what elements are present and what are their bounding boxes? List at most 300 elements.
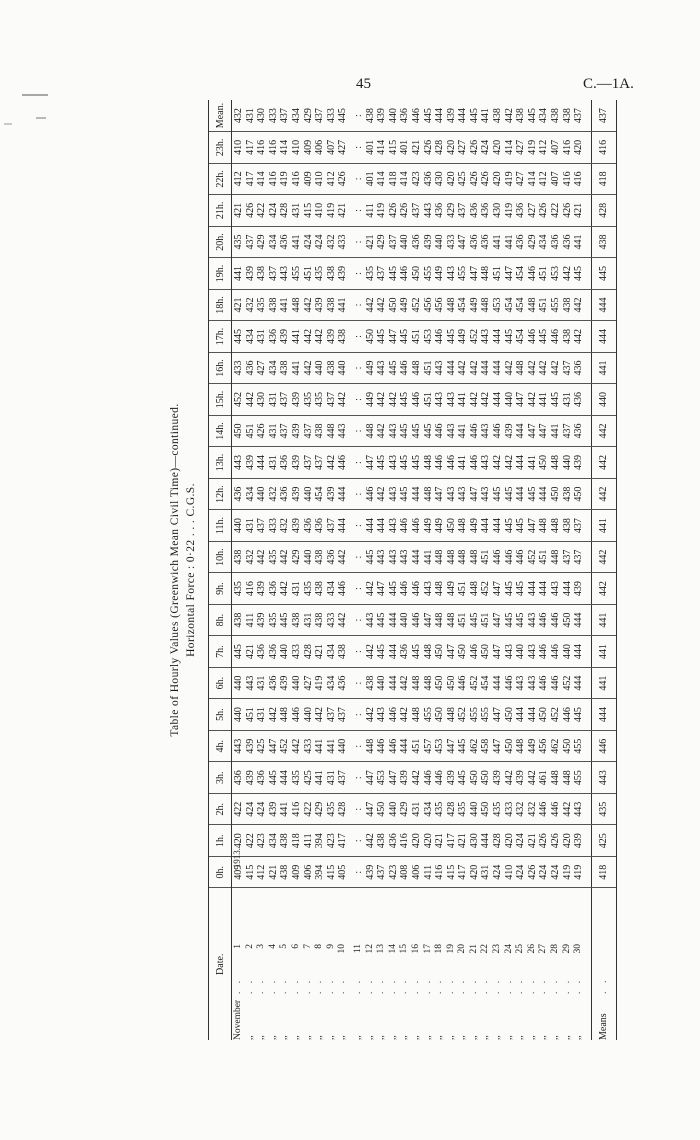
hour-value-cell: 441 xyxy=(314,762,326,794)
hour-value-cell: 448 xyxy=(515,730,527,762)
date-cell xyxy=(256,888,268,1040)
hour-value-cell: 445 xyxy=(515,510,527,542)
hour-value-cell: 435 xyxy=(314,258,326,290)
hour-value-cell: 426 xyxy=(469,163,481,195)
hour-mean-cell: 425 xyxy=(591,825,616,857)
hour-value-cell: 444 xyxy=(538,478,550,510)
hour-value-cell: 436 xyxy=(423,163,435,195)
table-row xyxy=(538,100,550,1040)
hour-value-cell: 444 xyxy=(492,352,504,384)
hour-value-cell: 449 xyxy=(457,321,469,353)
hour-value-cell: 407 xyxy=(326,132,338,164)
hour-value-cell: 436 xyxy=(314,510,326,542)
header-hour: 12h. xyxy=(209,478,232,510)
date-cell xyxy=(399,888,411,1040)
hour-value-cell: 446 xyxy=(411,604,423,636)
date-cell xyxy=(279,888,291,1040)
hour-value-cell: 446 xyxy=(538,667,550,699)
hour-value-cell: 438 xyxy=(268,289,280,321)
header-hour: 16h. xyxy=(209,352,232,384)
hour-value-cell: 450 xyxy=(538,447,550,479)
hour-value-cell: 435 xyxy=(326,793,338,825)
hour-value-cell: 439 xyxy=(573,825,591,857)
hour-value-cell: : xyxy=(353,447,365,479)
hour-value-cell: 412 xyxy=(232,163,245,195)
hour-mean-cell: 416 xyxy=(591,132,616,164)
hour-value-cell: 443 xyxy=(527,667,539,699)
hour-value-cell: 441 xyxy=(314,730,326,762)
row-mean-cell: 437 xyxy=(279,100,291,132)
hour-value-cell: 440 xyxy=(504,384,516,416)
day-number: 9 xyxy=(325,944,336,949)
hour-value-cell: 439 xyxy=(279,321,291,353)
hour-value-cell: 432 xyxy=(245,541,257,573)
hour-value-cell: 431 xyxy=(411,793,423,825)
hour-value-cell: 455 xyxy=(480,699,492,731)
date-cell xyxy=(291,888,303,1040)
hour-value-cell: 437 xyxy=(562,415,574,447)
table-row xyxy=(411,100,423,1040)
hour-value-cell: 439 xyxy=(337,258,349,290)
hour-value-cell: 444 xyxy=(562,573,574,605)
hour-value-cell: 439 xyxy=(573,573,591,605)
hour-value-cell: 442 xyxy=(411,762,423,794)
date-cell xyxy=(326,888,338,1040)
date-cell xyxy=(376,888,388,1040)
hour-value-cell: 443 xyxy=(446,384,458,416)
hour-value-cell: 441 xyxy=(337,289,349,321)
hour-value-cell: 440 xyxy=(232,510,245,542)
leader-dots: . . xyxy=(480,977,491,994)
hour-value-cell: 444 xyxy=(411,478,423,510)
hour-value-cell: : xyxy=(353,825,365,857)
row-mean-cell: 433 xyxy=(326,100,338,132)
hour-value-cell: 453 xyxy=(423,321,435,353)
hour-value-cell: 437 xyxy=(245,226,257,258)
hour-value-cell: 442 xyxy=(399,699,411,731)
hour-value-cell: 420 xyxy=(469,856,481,888)
hour-value-cell: 435 xyxy=(492,793,504,825)
hour-value-cell: : xyxy=(353,636,365,668)
month-label: ,, xyxy=(325,1035,336,1040)
hour-value-cell: 445 xyxy=(515,604,527,636)
hour-value-cell: 451 xyxy=(538,258,550,290)
header-hour: 10h. xyxy=(209,541,232,573)
hour-value-cell: 443 xyxy=(527,604,539,636)
hourly-values-table xyxy=(208,100,617,1040)
hour-value-cell: 440 xyxy=(303,478,315,510)
leader-dots: . . xyxy=(290,977,301,994)
hour-value-cell: 442 xyxy=(365,825,377,857)
hour-value-cell: 444 xyxy=(492,321,504,353)
row-mean-cell: 438 xyxy=(492,100,504,132)
hour-value-cell: 432 xyxy=(515,793,527,825)
hour-value-cell: 439 xyxy=(245,258,257,290)
hour-value-cell: 443 xyxy=(446,258,458,290)
hour-value-cell: 427 xyxy=(515,163,527,195)
day-number: 28 xyxy=(550,944,561,954)
leader-dots: . . xyxy=(387,977,398,994)
hour-mean-cell: 440 xyxy=(591,384,616,416)
hour-value-cell: 446 xyxy=(457,667,469,699)
hour-value-cell: 434 xyxy=(423,793,435,825)
day-number: 15 xyxy=(399,944,410,954)
hour-value-cell: 414 xyxy=(376,163,388,195)
hour-value-cell: 436 xyxy=(573,384,591,416)
hour-mean-cell: 442 xyxy=(591,573,616,605)
month-label: ,, xyxy=(457,1035,468,1040)
month-label: ,, xyxy=(445,1035,456,1040)
hour-value-cell: 394 xyxy=(314,856,326,888)
hour-value-cell: 441 xyxy=(573,226,591,258)
hour-value-cell: 426 xyxy=(388,195,400,227)
hour-value-cell: 455 xyxy=(469,699,481,731)
hour-value-cell: 412 xyxy=(538,132,550,164)
hour-value-cell: 427 xyxy=(303,667,315,699)
row-mean-cell: 440 xyxy=(388,100,400,132)
hour-value-cell: 414 xyxy=(399,163,411,195)
hour-value-cell: 416 xyxy=(562,132,574,164)
hour-value-cell: 442 xyxy=(365,573,377,605)
hour-value-cell: 446 xyxy=(562,699,574,731)
hour-value-cell: 442 xyxy=(388,384,400,416)
hour-value-cell: 424 xyxy=(303,226,315,258)
hour-value-cell: : xyxy=(353,163,365,195)
hour-value-cell: 444 xyxy=(388,636,400,668)
month-label: ,, xyxy=(244,1035,255,1040)
hour-value-cell: 420 xyxy=(446,132,458,164)
hour-value-cell: 432 xyxy=(268,478,280,510)
hour-value-cell: 445 xyxy=(457,730,469,762)
hour-value-cell: 436 xyxy=(480,226,492,258)
header-hour: 13h. xyxy=(209,447,232,479)
hour-value-cell: 436 xyxy=(337,667,349,699)
hour-value-cell: 439 xyxy=(504,415,516,447)
hour-mean-cell: 444 xyxy=(591,289,616,321)
hour-mean-cell: 442 xyxy=(591,415,616,447)
hour-value-cell: 440 xyxy=(256,478,268,510)
hour-value-cell: 450 xyxy=(504,730,516,762)
hour-value-cell: 445 xyxy=(504,604,516,636)
hour-value-cell: 437 xyxy=(573,541,591,573)
leader-dots: . . xyxy=(434,977,445,994)
hour-value-cell: 436 xyxy=(232,478,245,510)
hour-value-cell: 425 xyxy=(256,730,268,762)
day-number: 4 xyxy=(267,944,278,949)
header-hour: 20h. xyxy=(209,226,232,258)
hour-value-cell: 437 xyxy=(388,226,400,258)
hour-value-cell: 441 xyxy=(492,226,504,258)
row-mean-cell: 441 xyxy=(480,100,492,132)
hour-value-cell: 432 xyxy=(245,289,257,321)
header-hour: 6h. xyxy=(209,667,232,699)
hour-value-cell: 445 xyxy=(411,636,423,668)
hour-value-cell: 411 xyxy=(303,825,315,857)
leader-dots: . . xyxy=(503,977,514,994)
day-number: 13 xyxy=(376,944,387,954)
hour-value-cell: 455 xyxy=(423,699,435,731)
hour-value-cell: 419 xyxy=(326,195,338,227)
hour-value-cell: 448 xyxy=(446,541,458,573)
year-label: 1913. xyxy=(232,848,242,869)
hour-value-cell: 440 xyxy=(469,793,481,825)
date-cell xyxy=(457,888,469,1040)
hour-value-cell: 429 xyxy=(446,195,458,227)
hour-value-cell: 442 xyxy=(562,258,574,290)
hour-mean-cell: 445 xyxy=(591,258,616,290)
date-cell xyxy=(550,888,562,1040)
hour-value-cell: 421 xyxy=(434,825,446,857)
hour-value-cell: 425 xyxy=(457,163,469,195)
hour-value-cell: 424 xyxy=(245,793,257,825)
hour-value-cell: 416 xyxy=(573,163,591,195)
hour-value-cell: 448 xyxy=(434,604,446,636)
hour-value-cell: 439 xyxy=(245,730,257,762)
hour-value-cell: 440 xyxy=(303,699,315,731)
hour-value-cell: 436 xyxy=(232,762,245,794)
hour-value-cell: 436 xyxy=(268,573,280,605)
hour-value-cell: 424 xyxy=(268,195,280,227)
hour-value-cell: 445 xyxy=(399,321,411,353)
page-number: 45 xyxy=(356,76,371,92)
hour-value-cell: 428 xyxy=(279,195,291,227)
hour-value-cell: 446 xyxy=(527,321,539,353)
hour-value-cell: 450 xyxy=(538,699,550,731)
row-mean-cell: 434 xyxy=(538,100,550,132)
table-row xyxy=(326,100,338,1040)
hour-value-cell: 442 xyxy=(573,289,591,321)
leader-dots: . . xyxy=(526,977,537,994)
row-mean-cell: 430 xyxy=(256,100,268,132)
table-row xyxy=(365,100,377,1040)
date-cell xyxy=(515,888,527,1040)
hour-value-cell: 443 xyxy=(504,636,516,668)
hour-value-cell: 448 xyxy=(446,289,458,321)
date-cell xyxy=(480,888,492,1040)
hour-value-cell: 448 xyxy=(411,699,423,731)
leader-dots: . . xyxy=(598,977,610,994)
hour-value-cell: 442 xyxy=(337,384,349,416)
hour-value-cell: 449 xyxy=(365,352,377,384)
hour-value-cell: 433 xyxy=(232,352,245,384)
header-hour: 15h. xyxy=(209,384,232,416)
hour-value-cell: : xyxy=(353,195,365,227)
hour-value-cell: : xyxy=(353,730,365,762)
hour-value-cell: 446 xyxy=(538,636,550,668)
hour-value-cell: 444 xyxy=(376,510,388,542)
hour-value-cell: 426 xyxy=(423,132,435,164)
hour-value-cell: : xyxy=(353,384,365,416)
month-label: ,, xyxy=(480,1035,491,1040)
hour-mean-cell: 441 xyxy=(591,667,616,699)
hour-value-cell: 450 xyxy=(562,604,574,636)
hour-value-cell: 425 xyxy=(303,762,315,794)
hour-value-cell: 448 xyxy=(434,541,446,573)
hour-value-cell: 416 xyxy=(268,132,280,164)
hour-value-cell: 450 xyxy=(562,730,574,762)
hour-value-cell: 452 xyxy=(550,699,562,731)
day-number: 10 xyxy=(337,944,348,954)
hour-value-cell: 443 xyxy=(388,510,400,542)
hour-value-cell: : xyxy=(353,699,365,731)
month-label: ,, xyxy=(364,1035,375,1040)
table-row xyxy=(279,100,291,1040)
leader-dots: . . xyxy=(457,977,468,994)
hour-value-cell: 442 xyxy=(492,447,504,479)
hour-value-cell: 409 xyxy=(303,132,315,164)
hour-value-cell: 443 xyxy=(573,793,591,825)
leader-dots: . . xyxy=(492,977,503,994)
day-number: 11 xyxy=(352,944,363,954)
hour-value-cell: 446 xyxy=(527,258,539,290)
month-label: ,, xyxy=(526,1035,537,1040)
month-label: ,, xyxy=(290,1035,301,1040)
hour-value-cell: 429 xyxy=(291,541,303,573)
hour-value-cell: 444 xyxy=(446,352,458,384)
date-cell xyxy=(388,888,400,1040)
row-mean-cell: : xyxy=(353,100,365,132)
hour-value-cell: 448 xyxy=(365,730,377,762)
hour-value-cell: 442 xyxy=(314,699,326,731)
hour-value-cell: 442 xyxy=(279,573,291,605)
hour-value-cell: 429 xyxy=(527,226,539,258)
hour-value-cell: 419 xyxy=(562,856,574,888)
hour-value-cell: 426 xyxy=(538,195,550,227)
hour-value-cell: 438 xyxy=(291,604,303,636)
hour-value-cell: 448 xyxy=(411,667,423,699)
hour-value-cell: 444 xyxy=(573,636,591,668)
hour-value-cell: 415 xyxy=(245,856,257,888)
hour-value-cell: 415 xyxy=(388,132,400,164)
row-mean-cell: 439 xyxy=(376,100,388,132)
header-hour: 21h. xyxy=(209,195,232,227)
hour-value-cell: 441 xyxy=(457,415,469,447)
hour-value-cell: 439 xyxy=(446,762,458,794)
hour-value-cell: 438 xyxy=(326,289,338,321)
hour-value-cell: 420 xyxy=(504,825,516,857)
leader-dots: . . xyxy=(538,977,549,994)
hour-value-cell: 442 xyxy=(376,415,388,447)
day-number: 29 xyxy=(561,944,572,954)
day-number: 8 xyxy=(314,944,325,949)
margin-marks xyxy=(0,0,60,140)
hour-value-cell: 406 xyxy=(411,856,423,888)
hour-value-cell: 436 xyxy=(469,195,481,227)
hour-value-cell: 437 xyxy=(376,258,388,290)
header-mean: Mean. xyxy=(209,100,232,132)
hour-value-cell: 420 xyxy=(446,163,458,195)
hour-value-cell: 433 xyxy=(326,604,338,636)
hour-value-cell: 442 xyxy=(326,447,338,479)
hour-value-cell: 453 xyxy=(434,730,446,762)
hour-value-cell: 455 xyxy=(423,258,435,290)
hour-value-cell: 446 xyxy=(337,573,349,605)
month-label: ,, xyxy=(387,1035,398,1040)
header-hour: 5h. xyxy=(209,699,232,731)
hour-value-cell: 441 xyxy=(291,226,303,258)
header-hour: 8h. xyxy=(209,604,232,636)
hour-value-cell: 439 xyxy=(291,447,303,479)
hour-value-cell: 434 xyxy=(326,573,338,605)
hour-value-cell: 411 xyxy=(245,604,257,636)
hour-value-cell: 442 xyxy=(469,352,481,384)
hour-value-cell: 451 xyxy=(480,604,492,636)
day-number: 18 xyxy=(434,944,445,954)
hour-value-cell: 449 xyxy=(423,510,435,542)
hour-value-cell: 442 xyxy=(303,352,315,384)
hour-value-cell: 441 xyxy=(232,258,245,290)
hour-value-cell: 445 xyxy=(399,447,411,479)
hour-mean-cell: 438 xyxy=(591,226,616,258)
hour-value-cell: 440 xyxy=(337,352,349,384)
hour-value-cell: 438 xyxy=(562,510,574,542)
hour-value-cell: 424 xyxy=(550,856,562,888)
hour-mean-cell: 441 xyxy=(591,510,616,542)
hour-value-cell: 441 xyxy=(538,384,550,416)
rotated-table-block xyxy=(168,100,608,1040)
row-mean-cell: 439 xyxy=(446,100,458,132)
leader-dots: . . xyxy=(376,977,387,994)
hour-value-cell: 461 xyxy=(538,762,550,794)
hour-value-cell: 445 xyxy=(376,636,388,668)
hour-value-cell: 444 xyxy=(515,478,527,510)
table-row xyxy=(423,100,435,1040)
hour-value-cell: 445 xyxy=(423,415,435,447)
hour-value-cell: 447 xyxy=(446,730,458,762)
hour-value-cell: 445 xyxy=(399,478,411,510)
row-mean-cell: 437 xyxy=(573,100,591,132)
table-body xyxy=(232,100,592,1040)
month-label: ,, xyxy=(434,1035,445,1040)
leader-dots: . . xyxy=(256,977,267,994)
hour-value-cell: 449 xyxy=(469,510,481,542)
hour-value-cell: 420 xyxy=(423,825,435,857)
hour-value-cell: 442 xyxy=(504,352,516,384)
hour-value-cell: 427 xyxy=(527,195,539,227)
hour-value-cell: 437 xyxy=(562,352,574,384)
hour-value-cell: 440 xyxy=(314,352,326,384)
hour-value-cell: 426 xyxy=(469,132,481,164)
hour-value-cell: 438 xyxy=(337,321,349,353)
hour-value-cell: 448 xyxy=(562,762,574,794)
hour-value-cell: 444 xyxy=(515,699,527,731)
hour-value-cell: 406 xyxy=(314,132,326,164)
hour-value-cell: 444 xyxy=(388,667,400,699)
hour-value-cell: 434 xyxy=(268,226,280,258)
hour-value-cell: 442 xyxy=(399,667,411,699)
hour-value-cell: 444 xyxy=(527,573,539,605)
hour-mean-cell: 446 xyxy=(591,730,616,762)
hour-value-cell: 447 xyxy=(365,762,377,794)
row-mean-cell: 429 xyxy=(303,100,315,132)
leader-dots: . . xyxy=(422,977,433,994)
hour-value-cell: 424 xyxy=(314,226,326,258)
hour-value-cell: 443 xyxy=(399,541,411,573)
table-row xyxy=(469,100,481,1040)
hour-value-cell: 420 xyxy=(492,132,504,164)
hour-value-cell: 442 xyxy=(376,384,388,416)
hour-value-cell: 410 xyxy=(314,163,326,195)
hour-value-cell: 430 xyxy=(492,195,504,227)
hour-value-cell: : xyxy=(353,478,365,510)
hour-value-cell: 436 xyxy=(279,226,291,258)
table-row xyxy=(562,100,574,1040)
day-number: 21 xyxy=(468,944,479,954)
hour-value-cell: 450 xyxy=(388,289,400,321)
hour-value-cell: 431 xyxy=(245,510,257,542)
hour-value-cell: 442 xyxy=(469,384,481,416)
hour-mean-cell: 441 xyxy=(591,636,616,668)
